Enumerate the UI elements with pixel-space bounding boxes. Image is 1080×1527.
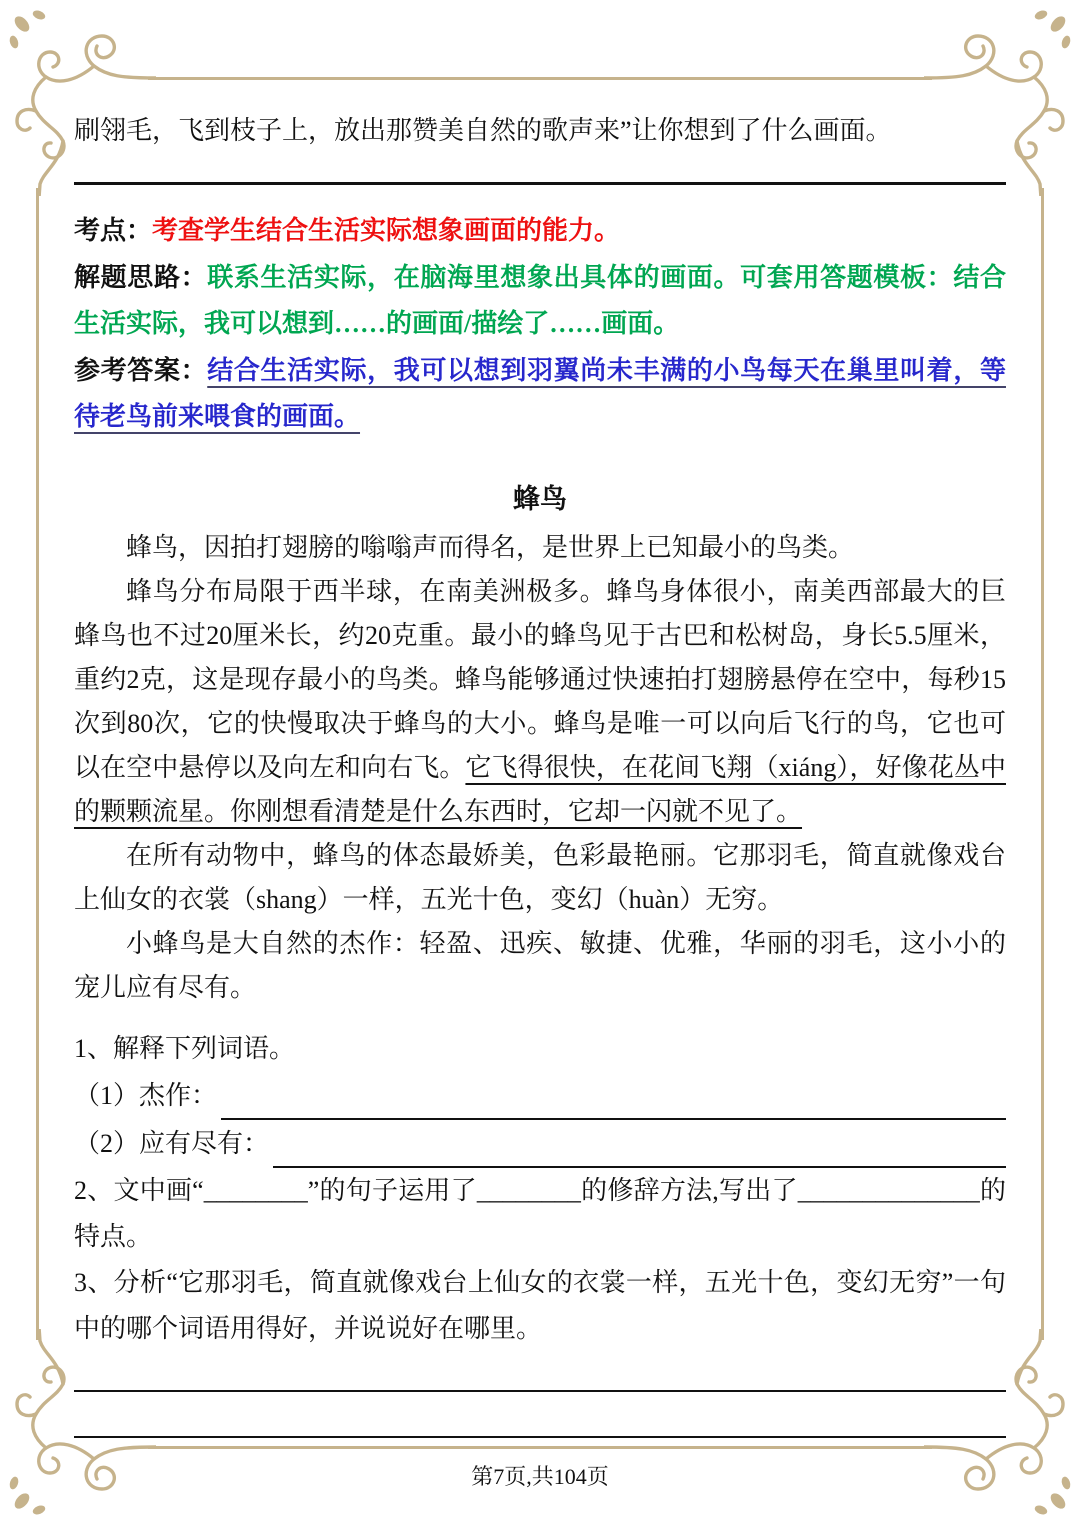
answer-blank-line [273,1128,1006,1168]
passage-body [74,526,1006,1010]
passage-paragraph-2-normal: 蜂鸟分布局限于西半球，在南美洲极多。蜂鸟身体很小，南美西部最大的巨蜂鸟也不过20厘米长，约20克重。最小的蜂鸟见于古巴和松树岛，身长5.5厘米，重约2克，这是现存最小的鸟类。蜂鸟能够通过快速拍打翅膀悬停在空中，每秒15次到80次，它的快慢取决于蜂鸟的大小。蜂鸟是唯一可以向后飞行的鸟，它也可以在空中悬停以及向左和向右飞。 [74,577,1006,782]
answer-line [74,1390,1006,1392]
answer-line [74,1436,1006,1438]
answer-blank-line [221,1080,1006,1120]
solution-idea-label: 解题思路： [74,262,208,292]
solution-idea-text: 联系生活实际，在脑海里想象出具体的画面。可套用答题模板：结合生活实际，我可以想到……的画面/描绘了……画面。 [74,263,1006,338]
reference-answer-text: 结合生活实际，我可以想到羽翼尚未丰满的小鸟每天在巢里叫着，等待老鸟前来喂食的画面。 [74,356,1006,431]
passage-paragraph-3: 在所有动物中，蜂鸟的体态最娇美，色彩最艳丽。它那羽毛，简直就像戏台上仙女的衣裳（shang）一样，五光十色，变幻（huàn）无穷。 [74,841,1006,914]
exam-point-text: 考查学生结合生活实际想象画面的能力。 [152,216,621,245]
intro-text: 刷翎毛，飞到枝子上，放出那赞美自然的歌声来”让你想到了什么画面。 [74,116,892,145]
page-content [74,0,1006,1438]
reference-answer-label: 参考答案： [74,355,208,385]
exam-point-row [74,207,1006,254]
passage-paragraph-2-underlined: 它飞得很快，在花间飞翔（xiáng），好像花丛中的颗颗流星。你刚想看清楚是什么东西时，它却一闪就不见了。 [74,753,1006,826]
frame-right-line [1041,188,1044,1340]
free-answer-area [74,1390,1006,1438]
reference-answer-row [74,347,1006,440]
solution-idea-row [74,254,1006,347]
question-1-item-1 [74,1072,1006,1120]
questions-block [74,1026,1006,1352]
page-number-footer: 第7页,共104页 [471,1464,609,1489]
question-1-item-2-label: （2）应有尽有： [74,1129,270,1158]
passage-paragraph-1: 蜂鸟，因拍打翅膀的嗡嗡声而得名，是世界上已知最小的鸟类。 [126,533,855,562]
separator-line [74,182,1006,185]
question-2: 2、文中画“________”的句子运用了________的修辞方法,写出了______________的特点。 [74,1176,1006,1251]
passage-paragraph-4: 小蜂鸟是大自然的杰作：轻盈、迅疾、敏捷、优雅，华丽的羽毛，这小小的宠儿应有尽有。 [74,929,1006,1002]
frame-left-line [36,188,39,1340]
answer-key-block [74,207,1006,440]
question-1: 1、解释下列词语。 [74,1034,296,1063]
passage-title: 蜂鸟 [513,484,567,514]
frame-bottom-line [148,1446,932,1449]
question-1-item-1-label: （1）杰作： [74,1081,218,1110]
exam-point-label: 考点： [74,215,153,245]
question-1-item-2 [74,1120,1006,1168]
passage-paragraph-2 [74,570,1006,834]
question-3: 3、分析“它那羽毛，简直就像戏台上仙女的衣裳一样，五光十色，变幻无穷”一句中的哪个词语用得好，并说说好在哪里。 [74,1268,1006,1343]
